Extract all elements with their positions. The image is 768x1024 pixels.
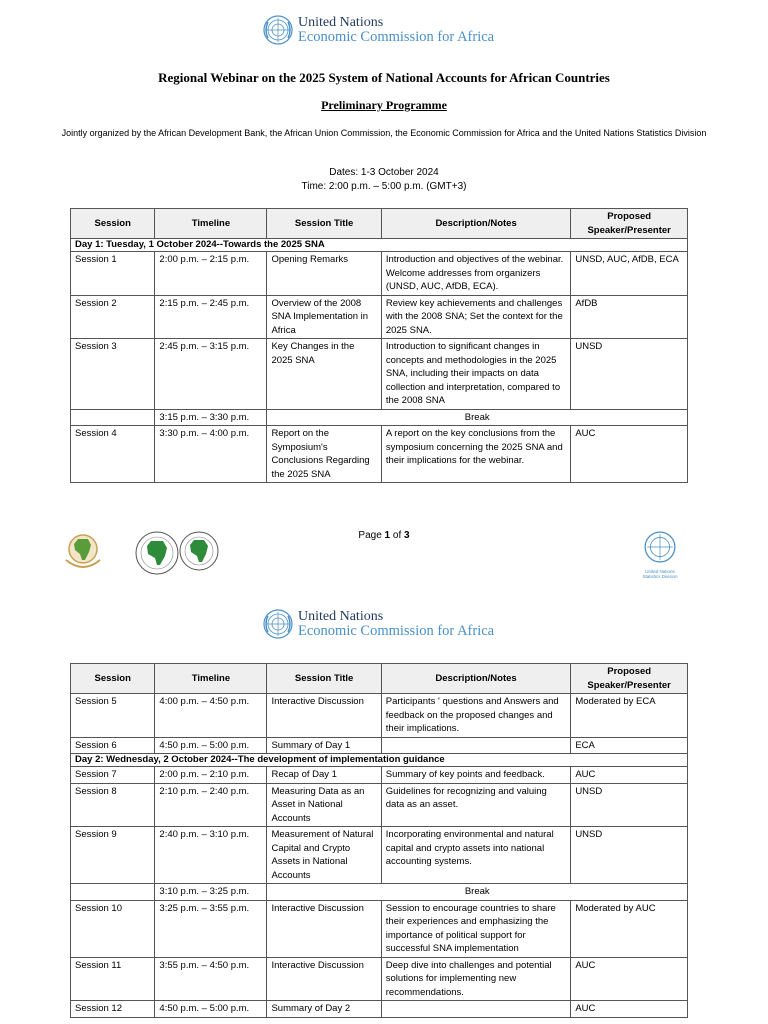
unsd-logo	[638, 530, 682, 578]
cell-timeline: 3:55 p.m. – 4:50 p.m.	[155, 957, 267, 1001]
table-row	[71, 737, 688, 754]
break-label: Break	[267, 409, 688, 426]
cell-session: Session 10	[71, 900, 155, 957]
cell-presenter: UNSD, AUC, AfDB, ECA	[571, 252, 688, 296]
cell-description: Summary of key points and feedback.	[381, 767, 571, 784]
cell-session: Session 3	[71, 339, 155, 410]
table-row	[71, 1001, 688, 1018]
cell-presenter: Moderated by AUC	[571, 900, 688, 957]
cell-presenter: AUC	[571, 426, 688, 483]
cell-presenter: AUC	[571, 1001, 688, 1018]
cell-session: Session 6	[71, 737, 155, 754]
table-row	[71, 900, 688, 957]
day1-label: Day 1: Tuesday, 1 October 2024--Towards the 2025 SNA	[71, 239, 688, 252]
eca-logo	[262, 14, 494, 46]
table-row	[71, 957, 688, 1001]
table-row	[71, 339, 688, 410]
cell-description: Deep dive into challenges and potential solutions for implementing new recommendations.	[381, 957, 571, 1001]
header-session-title: Session Title	[267, 664, 381, 694]
cell-presenter: ECA	[571, 737, 688, 754]
cell-description	[381, 737, 571, 754]
table-header-row	[71, 664, 688, 694]
cell-description: Incorporating environmental and natural capital and crypto assets into national accounting systems.	[381, 827, 571, 884]
cell-title: Opening Remarks	[267, 252, 381, 296]
day2-label: Day 2: Wednesday, 2 October 2024--The development of implementation guidance	[71, 754, 688, 767]
cell-description: Review key achievements and challenges with the 2008 SNA; Set the context for the 2025 SNA.	[381, 295, 571, 339]
cell-title: Summary of Day 2	[267, 1001, 381, 1018]
dates-block	[0, 166, 768, 194]
org-line1: United Nations	[298, 15, 384, 30]
table-header-row	[71, 209, 688, 239]
cell-timeline: 4:50 p.m. – 5:00 p.m.	[155, 737, 267, 754]
cell-title: Measuring Data as an Asset in National Accounts	[267, 783, 381, 827]
cell-presenter: UNSD	[571, 827, 688, 884]
unsd-emblem-icon	[643, 530, 677, 564]
cell-title: Interactive Discussion	[267, 957, 381, 1001]
header-session: Session	[71, 209, 155, 239]
cell-description: Introduction to significant changes in concepts and methodologies in the 2025 SNA, including their impacts on data collection and interpretation, compared to the 2008 SNA	[381, 339, 571, 410]
table-row	[71, 252, 688, 296]
cell-title: Measurement of Natural Capital and Crypto Assets in National Accounts	[267, 827, 381, 884]
cell-timeline: 2:00 p.m. – 2:10 p.m.	[155, 767, 267, 784]
page-mid: of	[390, 530, 405, 541]
dates-line: Dates: 1-3 October 2024	[329, 167, 439, 178]
time-line: Time: 2:00 p.m. – 5:00 p.m. (GMT+3)	[301, 181, 467, 192]
cell-timeline: 2:45 p.m. – 3:15 p.m.	[155, 339, 267, 410]
cell-presenter: AUC	[571, 957, 688, 1001]
cell-presenter: UNSD	[571, 783, 688, 827]
cell-session: Session 8	[71, 783, 155, 827]
cell-session: Session 2	[71, 295, 155, 339]
day-row	[71, 754, 688, 767]
programme-table-page1	[70, 208, 688, 483]
unsd-line2: Statistics Division	[642, 574, 678, 579]
document-subtitle: Preliminary Programme	[321, 98, 447, 112]
page-prefix: Page	[358, 530, 385, 541]
programme-table-page2	[70, 663, 688, 1018]
break-label: Break	[267, 884, 688, 901]
cell-session: Session 5	[71, 694, 155, 738]
cell-title: Overview of the 2008 SNA Implementation in Africa	[267, 295, 381, 339]
header-description: Description/Notes	[381, 209, 571, 239]
cell-description: Participants ' questions and Answers and feedback on the proposed changes and their implications.	[381, 694, 571, 738]
cell-timeline: 2:10 p.m. – 2:40 p.m.	[155, 783, 267, 827]
cell-timeline: 4:00 p.m. – 4:50 p.m.	[155, 694, 267, 738]
header-presenter: Proposed Speaker/Presenter	[571, 664, 688, 694]
table-row	[71, 295, 688, 339]
header-presenter: Proposed Speaker/Presenter	[571, 209, 688, 239]
org-line1: United Nations	[298, 609, 384, 624]
table-row	[71, 694, 688, 738]
page-current: 1	[384, 530, 391, 541]
cell-title: Interactive Discussion	[267, 694, 381, 738]
cell-session: Session 12	[71, 1001, 155, 1018]
cell-presenter: AUC	[571, 767, 688, 784]
cell-title: Summary of Day 1	[267, 737, 381, 754]
organizers-text: Jointly organized by the African Development Bank, the African Union Commission, the Economic Commission for Africa and the United Nations Statistics Division	[61, 128, 707, 138]
cell-title: Report on the Symposium's Conclusions Regarding the 2025 SNA	[267, 426, 381, 483]
cell-presenter: UNSD	[571, 339, 688, 410]
table-row	[71, 426, 688, 483]
cell-timeline: 2:00 p.m. – 2:15 p.m.	[155, 252, 267, 296]
table-row	[71, 783, 688, 827]
cell-title: Recap of Day 1	[267, 767, 381, 784]
un-emblem-icon	[262, 14, 294, 46]
cell-timeline: 3:25 p.m. – 3:55 p.m.	[155, 900, 267, 957]
unsd-line1: United Nations	[645, 569, 675, 574]
cell-timeline: 2:15 p.m. – 2:45 p.m.	[155, 295, 267, 339]
cell-description: Session to encourage countries to share their experiences and emphasizing the importance of political support for successful SNA implementation	[381, 900, 571, 957]
cell-description: Guidelines for recognizing and valuing data as an asset.	[381, 783, 571, 827]
cell-session: Session 7	[71, 767, 155, 784]
cell-presenter: Moderated by ECA	[571, 694, 688, 738]
day-row	[71, 239, 688, 252]
cell-timeline: 3:30 p.m. – 4:00 p.m.	[155, 426, 267, 483]
header-description: Description/Notes	[381, 664, 571, 694]
un-emblem-icon	[262, 608, 294, 640]
org-line2: Economic Commission for Africa	[298, 623, 495, 639]
header-timeline: Timeline	[155, 209, 267, 239]
cell-timeline: 3:15 p.m. – 3:30 p.m.	[155, 409, 267, 426]
table-row	[71, 827, 688, 884]
cell-description: A report on the key conclusions from the symposium concerning the 2025 SNA and their implications for the webinar.	[381, 426, 571, 483]
cell-title: Key Changes in the 2025 SNA	[267, 339, 381, 410]
break-row	[71, 884, 688, 901]
cell-timeline: 4:50 p.m. – 5:00 p.m.	[155, 1001, 267, 1018]
header-timeline: Timeline	[155, 664, 267, 694]
table-row	[71, 767, 688, 784]
cell-description: Introduction and objectives of the webinar. Welcome addresses from organizers (UNSD, AUC, AfDB, ECA).	[381, 252, 571, 296]
cell-presenter: AfDB	[571, 295, 688, 339]
cell-session: Session 9	[71, 827, 155, 884]
cell-title: Interactive Discussion	[267, 900, 381, 957]
eca-logo-page2	[262, 608, 494, 640]
header-session: Session	[71, 664, 155, 694]
org-line2: Economic Commission for Africa	[298, 29, 495, 45]
cell-session: Session 4	[71, 426, 155, 483]
document-title: Regional Webinar on the 2025 System of National Accounts for African Countries	[158, 70, 610, 85]
cell-timeline: 3:10 p.m. – 3:25 p.m.	[155, 884, 267, 901]
cell-description	[381, 1001, 571, 1018]
cell-session: Session 11	[71, 957, 155, 1001]
header-session-title: Session Title	[267, 209, 381, 239]
break-row	[71, 409, 688, 426]
cell-timeline: 2:40 p.m. – 3:10 p.m.	[155, 827, 267, 884]
page-total: 3	[404, 530, 410, 541]
cell-session: Session 1	[71, 252, 155, 296]
